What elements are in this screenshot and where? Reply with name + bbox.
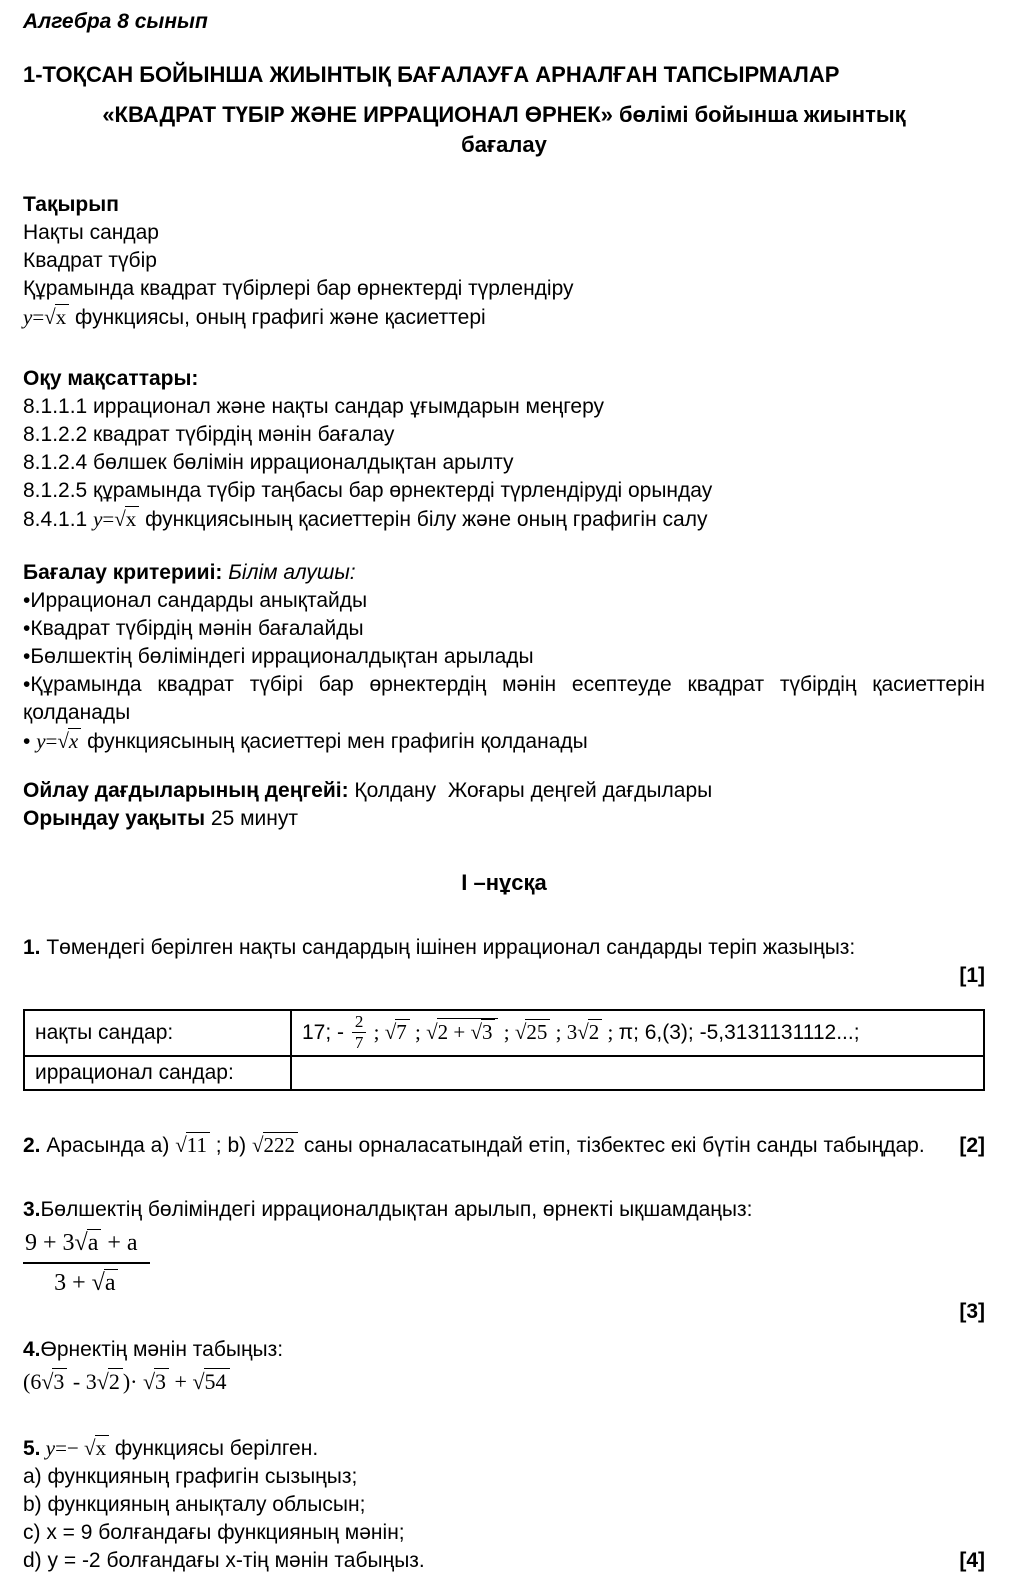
sqrt-expression: √x: [57, 729, 81, 753]
radical-icon: √: [57, 729, 69, 753]
radical-icon: √: [251, 1133, 264, 1157]
table-row-irrational-numbers: [24, 1056, 984, 1090]
math-y: y: [23, 305, 33, 329]
task-5-number: 5.: [23, 1437, 41, 1460]
topic-item: Құрамында квадрат түбірлері бар өрнектерді түрлендіру: [23, 277, 574, 300]
task-3-text: [23, 1196, 985, 1224]
duration-line: [23, 805, 985, 833]
formula-tail: π; 6,(3); -5,3131131112...;: [618, 1020, 860, 1044]
math-y: y: [40, 1436, 56, 1460]
objective-item: 8.1.2.4 бөлшек бөлімін иррационалдықтан арылту: [23, 451, 514, 474]
task-5-item-d: d) y = -2 болғандағы x-тің мәнін табыңыз. [4]: [23, 1547, 985, 1575]
radical-icon: √: [44, 305, 56, 329]
thinking-level-line: [23, 777, 985, 805]
objective-item: 8.1.2.2 квадрат түбірдің мәнін бағалау: [23, 423, 395, 446]
task-1: [23, 934, 985, 1091]
formula-segment: 17; -: [302, 1020, 350, 1044]
task-2-text: саны орналасатындай етіп, тізбектес екі бүтін санды табыңдар.: [298, 1134, 925, 1157]
radical-icon: √: [384, 1019, 397, 1044]
topic-function-suffix: функциясы, оның графигі және қасиеттері: [69, 306, 486, 329]
radical-icon: √: [175, 1133, 187, 1157]
math-equals: =: [45, 729, 58, 753]
main-heading: 1-ТОҚСАН БОЙЫНША ЖИЫНТЫҚ БАҒАЛАУҒА АРНАЛҒАН ТАПСЫРМАЛАР: [23, 62, 840, 87]
task-5-item-c: c) x = 9 болғандағы функцияның мәнін;: [23, 1521, 405, 1544]
objective-code: 8.4.1.1: [23, 508, 94, 531]
time-value: 25 минут: [205, 807, 298, 830]
task-2: [23, 1131, 985, 1160]
sqrt-7: √7: [385, 1020, 410, 1044]
radical-icon: √: [192, 1369, 205, 1394]
task-3: [23, 1196, 985, 1326]
fraction-two-sevenths: $\frac{2}{7}$: [352, 1013, 367, 1052]
fraction-denominator: 3 + √a: [23, 1264, 150, 1298]
radical-icon: √: [470, 1019, 482, 1044]
radical-icon: √: [114, 507, 126, 531]
sqrt-3: √3: [143, 1369, 169, 1394]
objective-item: 8.1.2.5 құрамында түбір таңбасы бар өрнектерді түрлендіруді орындау: [23, 479, 713, 502]
criteria-bullet: • Квадрат түбірдің мәнін бағалайды: [23, 615, 985, 643]
task-3-fraction: [23, 1228, 150, 1298]
real-numbers-value-cell: [291, 1010, 984, 1056]
radical-icon: √: [577, 1019, 589, 1044]
coefficient: 3: [566, 1019, 578, 1044]
formula-separator: ;: [550, 1019, 567, 1044]
task-5-intro: [23, 1434, 985, 1463]
math-y: y: [36, 729, 46, 753]
task-5-item-a: a) функцияның графигін сызыңыз;: [23, 1465, 358, 1488]
math-equals: =: [102, 507, 115, 531]
objective-suffix: функциясының қасиеттерін білу және оның графигін салу: [139, 508, 708, 531]
radical-icon: √: [74, 1230, 88, 1256]
numbers-table: [23, 1009, 985, 1091]
formula-separator: ;: [409, 1019, 427, 1044]
sqrt-expression: √x: [44, 305, 69, 329]
task-1-question: Төмендегі берілген нақты сандардың ішінен иррационал сандарды теріп жазыңыз:: [40, 936, 856, 959]
document-page: [23, 8, 985, 1575]
irrational-numbers-label-cell: иррационал сандар:: [24, 1056, 291, 1090]
objective-item-function: [23, 505, 985, 534]
task-4-text: [23, 1336, 985, 1364]
criteria-bullet: • Бөлшектің бөліміндегі иррационалдықтан арылады: [23, 643, 985, 671]
math-y: y: [93, 507, 103, 531]
level-label: Ойлау дағдыларының деңгейі:: [23, 779, 349, 802]
sqrt-2: √2: [577, 1020, 602, 1044]
task-2-number: 2.: [23, 1134, 41, 1157]
task-1-text: [23, 934, 985, 962]
sub-heading-line2: бағалау: [461, 132, 547, 157]
topic-function-line: [23, 303, 985, 332]
objective-item: 8.1.1.1 иррационал және нақты сандар ұғымдарын меңгеру: [23, 395, 605, 418]
formula-separator: ;: [368, 1019, 385, 1044]
task-1-number: 1.: [23, 936, 41, 959]
radical-icon: √: [96, 1369, 109, 1394]
level-value: Қолдану Жоғары деңгей дағдылары: [348, 779, 713, 802]
sqrt-2: √2: [97, 1369, 123, 1394]
radical-icon: √: [41, 1369, 54, 1394]
task-3-question: Бөлшектің бөліміндегі иррационалдықтан арылып, өрнекті ықшамдаңыз:: [40, 1198, 753, 1221]
formula-separator: ;: [602, 1019, 619, 1044]
task-2-text: ; b): [209, 1134, 252, 1157]
topic-label: Тақырып: [23, 193, 119, 216]
criteria-bullet: • Құрамында квадрат түбірі бар өрнектердің мәнін есептеуде квадрат түбірдің қасиеттерін қолданады: [23, 671, 985, 727]
sqrt-3: √3: [41, 1369, 67, 1394]
doc-title: Алгебра 8 сынып: [23, 10, 208, 33]
criteria-label: Бағалау критерииі:: [23, 561, 223, 584]
criteria-sublabel: Білім алушы:: [228, 561, 356, 584]
sqrt-a: √a: [75, 1230, 102, 1256]
task-5-text: функциясы берілген.: [109, 1437, 319, 1460]
sqrt-11: √11: [175, 1133, 210, 1157]
sub-heading-line1: «КВАДРАТ ТҮБІР ЖӘНЕ ИРРАЦИОНАЛ ӨРНЕК» бөлімі бойынша жиынтық: [102, 102, 906, 127]
task-4: [23, 1336, 985, 1396]
meta-section: [23, 777, 985, 833]
sqrt-3-inner: √3: [470, 1020, 495, 1044]
objectives-section: [23, 365, 985, 534]
criteria-bullet: • Иррационал сандарды анықтайды: [23, 587, 985, 615]
sub-heading: [23, 100, 985, 160]
criteria-bullet-suffix: функциясының қасиеттері мен графигін қолданады: [81, 730, 588, 753]
table-row-real-numbers: [24, 1010, 984, 1056]
radical-icon: √: [84, 1436, 96, 1460]
task-3-number: 3.: [23, 1198, 41, 1221]
sqrt-222: √222: [252, 1133, 298, 1157]
time-label: Орындау уақыты: [23, 807, 206, 830]
task-5-points: [4]: [959, 1549, 985, 1572]
math-equals: =: [32, 305, 45, 329]
sqrt-54: √54: [192, 1369, 229, 1394]
radical-icon: √: [514, 1019, 527, 1044]
task-5-item-b: b) функцияның анықталу облысын;: [23, 1493, 366, 1516]
sqrt-expression: √x: [114, 507, 139, 531]
sqrt-nested: √2 + √3: [426, 1020, 498, 1044]
task-2-points: [2]: [959, 1134, 985, 1157]
radical-icon: √: [91, 1270, 105, 1296]
topic-item: Квадрат түбір: [23, 249, 157, 272]
radical-icon: √: [142, 1369, 156, 1394]
fraction-numerator: 9 + 3√a + a: [23, 1228, 150, 1264]
sqrt-a: √a: [92, 1270, 119, 1296]
radical-icon: √: [426, 1019, 438, 1044]
sqrt-25: √25: [515, 1020, 551, 1044]
variant-title: І –нұсқа: [461, 870, 547, 895]
criteria-bullet-function: [23, 727, 985, 756]
objectives-label: Оқу мақсаттары:: [23, 367, 199, 390]
task-1-points: [1]: [959, 964, 985, 987]
task-4-number: 4.: [23, 1338, 41, 1361]
formula-separator: ;: [498, 1019, 515, 1044]
irrational-numbers-answer-cell: [291, 1056, 984, 1090]
topic-section: [23, 191, 985, 332]
real-numbers-label-cell: нақты сандар:: [24, 1010, 291, 1056]
task-2-text: Арасында a): [40, 1134, 176, 1157]
sqrt-x: √x: [84, 1436, 109, 1460]
topic-item: Нақты сандар: [23, 221, 159, 244]
task-4-expression: (6√3 - 3√2 )· √3 + √54: [23, 1368, 985, 1396]
task-4-question: Өрнектің мәнін табыңыз:: [40, 1338, 284, 1361]
math-equals-minus: =−: [55, 1436, 85, 1460]
task-5: [23, 1434, 985, 1575]
task-3-points: [3]: [959, 1300, 985, 1323]
criteria-header: [23, 559, 985, 587]
criteria-section: [23, 559, 985, 756]
